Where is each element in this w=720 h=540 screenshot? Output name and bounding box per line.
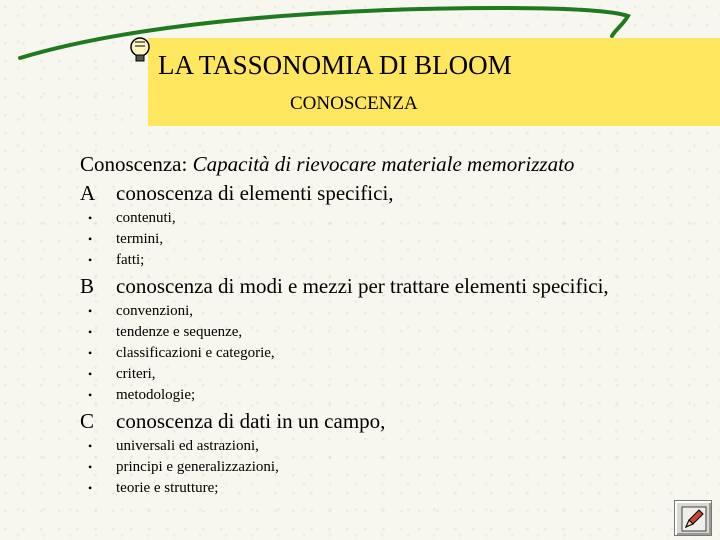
- list-item: [80, 322, 700, 343]
- section-letter: B: [80, 274, 95, 298]
- edit-nav-button[interactable]: [674, 500, 712, 536]
- bullet: •: [88, 346, 93, 360]
- bullet: •: [88, 439, 93, 453]
- definition-line: [80, 150, 700, 178]
- item-text: termini,: [116, 231, 164, 247]
- definition-text: Capacità di rievocare materiale memorizzato: [192, 152, 575, 176]
- list-item: [80, 229, 700, 250]
- section-title: [80, 271, 700, 301]
- list-item: [80, 343, 700, 364]
- list-item: [80, 208, 700, 229]
- item-text: convenzioni,: [116, 303, 194, 319]
- item-text: metodologie;: [116, 387, 196, 403]
- pencil-edit-icon: [681, 506, 707, 532]
- bullet: •: [88, 304, 93, 318]
- definition-separator: :: [181, 152, 193, 176]
- slide-content: [80, 150, 700, 499]
- section-letter: C: [80, 409, 95, 433]
- item-text: classificazioni e categorie,: [116, 345, 275, 361]
- item-text: universali ed astrazioni,: [116, 438, 259, 454]
- item-text: tendenze e sequenze,: [116, 324, 243, 340]
- section-title: [80, 178, 700, 208]
- bullet: •: [88, 211, 93, 225]
- item-list: [80, 208, 700, 271]
- slide-title: LA TASSONOMIA DI BLOOM: [158, 50, 512, 80]
- item-list: [80, 301, 700, 406]
- section-a: [80, 178, 700, 271]
- bullet: •: [88, 388, 93, 402]
- item-text: contenuti,: [116, 210, 176, 226]
- section-title-text: conoscenza di elementi specifici,: [116, 181, 394, 205]
- bullet: •: [88, 481, 93, 495]
- bullet: •: [88, 232, 93, 246]
- list-item: [80, 250, 700, 271]
- list-item: [80, 436, 700, 457]
- section-letter: A: [80, 181, 96, 205]
- bullet: •: [88, 253, 93, 267]
- slide-subtitle: CONOSCENZA: [290, 93, 418, 114]
- section-c: [80, 406, 700, 499]
- item-text: fatti;: [116, 252, 145, 268]
- section-title-text: conoscenza di dati in un campo,: [116, 409, 386, 433]
- section-title-text: conoscenza di modi e mezzi per trattare elementi specifici,: [116, 274, 609, 298]
- item-text: principi e generalizzazioni,: [116, 459, 279, 475]
- definition-term: Conoscenza: [80, 152, 182, 176]
- section-title: [80, 406, 700, 436]
- list-item: [80, 478, 700, 499]
- item-text: teorie e strutture;: [116, 480, 219, 496]
- item-text: criteri,: [116, 366, 156, 382]
- section-b: [80, 271, 700, 406]
- list-item: [80, 457, 700, 478]
- item-list: [80, 436, 700, 499]
- list-item: [80, 385, 700, 406]
- lightbulb-icon: [124, 34, 156, 66]
- bullet: •: [88, 325, 93, 339]
- bullet: •: [88, 460, 93, 474]
- list-item: [80, 364, 700, 385]
- bullet: •: [88, 367, 93, 381]
- list-item: [80, 301, 700, 322]
